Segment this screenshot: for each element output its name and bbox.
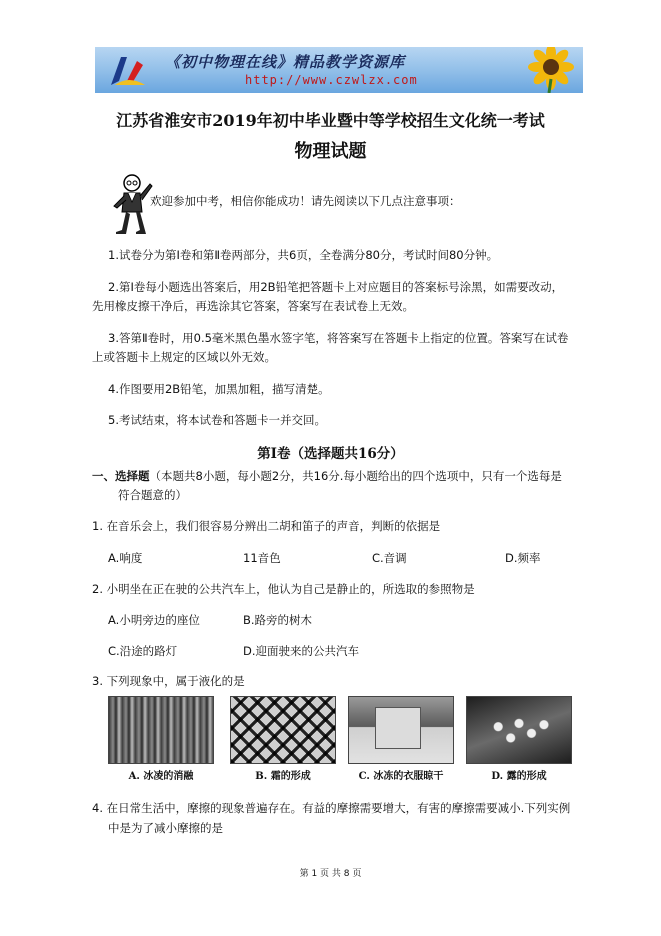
question-4-stem-line1: 4. 在日常生活中，摩擦的现象普遍存在。有益的摩擦需要增大，有害的摩擦需要减小.下列实例 (92, 801, 571, 815)
frozen-clothes-photo (348, 696, 454, 764)
part1-title: 第Ⅰ卷（选择题共16分） (257, 446, 404, 462)
banner-title: 《初中物理在线》精品教学资源库 (165, 53, 406, 71)
question-1-stem: 1. 在音乐会上，我们很容易分辨出二胡和笛子的声音，判断的依据是 (92, 519, 441, 533)
teacher-mascot-icon (108, 172, 154, 236)
note-1: 1.试卷分为第Ⅰ卷和第Ⅱ卷两部分，共6页，全卷满分80分，考试时间80分钟。 (108, 248, 499, 262)
banner-url: http://www.czwlzx.com (245, 73, 418, 87)
q2-option-c: C.沿途的路灯 (108, 644, 178, 658)
clothes-shape (375, 707, 421, 749)
question-3-stem: 3. 下列现象中，属于液化的是 (92, 674, 245, 688)
page-footer: 第 1 页 共 8 页 (299, 869, 362, 879)
subject-title: 物理试题 (294, 141, 367, 162)
welcome-text: 欢迎参加中考，相信你能成功！请先阅读以下几点注意事项： (150, 194, 461, 208)
section1-desc: （本题共8小题，每小题2分，共16分.每小题给出的四个选项中，只有一个选每是 (149, 469, 562, 483)
site-logo-icon (107, 51, 149, 89)
note-3-line2: 上或答题卡上规定的区域以外无效。 (92, 350, 276, 364)
note-2-line2: 先用橡皮擦干净后，再选涂其它答案，答案写在表试卷上无效。 (92, 299, 414, 313)
q1-option-d: D.频率 (505, 551, 541, 565)
q3-caption-c: C. 冰冻的衣服晾干 (358, 771, 444, 782)
q2-option-b: B.路旁的树木 (243, 613, 313, 627)
q1-option-b: 11音色 (243, 551, 281, 565)
note-2-line1: 2.第Ⅰ卷每小题选出答案后，用2B铅笔把答题卡上对应题目的答案标号涂黑，如需要改动， (108, 280, 564, 294)
section1-desc-line2: 符合题意的） (118, 488, 187, 502)
note-4: 4.作图要用2B铅笔，加黑加粗，描写清楚。 (108, 382, 330, 396)
note-3-line1: 3.答第Ⅱ卷时，用0.5毫米黑色墨水签字笔，将答案写在答题卡上指定的位置。答案写在试卷 (108, 331, 569, 345)
q2-option-a: A.小明旁边的座位 (108, 613, 200, 627)
q1-option-c: C.音调 (372, 551, 407, 565)
section1-heading: 一、选择题 (92, 469, 150, 483)
q3-caption-b: B. 霜的形成 (255, 771, 311, 782)
icicle-photo (108, 696, 214, 764)
q3-caption-a: A. 冰凌的消融 (128, 771, 194, 782)
q1-option-a: A.响度 (108, 551, 143, 565)
frost-photo (230, 696, 336, 764)
note-5: 5.考试结束，将本试卷和答题卡一并交回。 (108, 413, 326, 427)
question-4-stem-line2: 中是为了减小摩擦的是 (108, 821, 223, 835)
header-banner (95, 47, 583, 93)
q3-caption-d: D. 露的形成 (491, 771, 547, 782)
exam-title: 江苏省淮安市2019年初中毕业暨中等学校招生文化统一考试 (116, 111, 545, 130)
q2-option-d: D.迎面驶来的公共汽车 (243, 644, 360, 658)
dew-photo (466, 696, 572, 764)
question-2-stem: 2. 小明坐在正在驶的公共汽车上，他认为自己是静止的，所选取的参照物是 (92, 582, 475, 596)
sunflower-icon (519, 47, 579, 93)
